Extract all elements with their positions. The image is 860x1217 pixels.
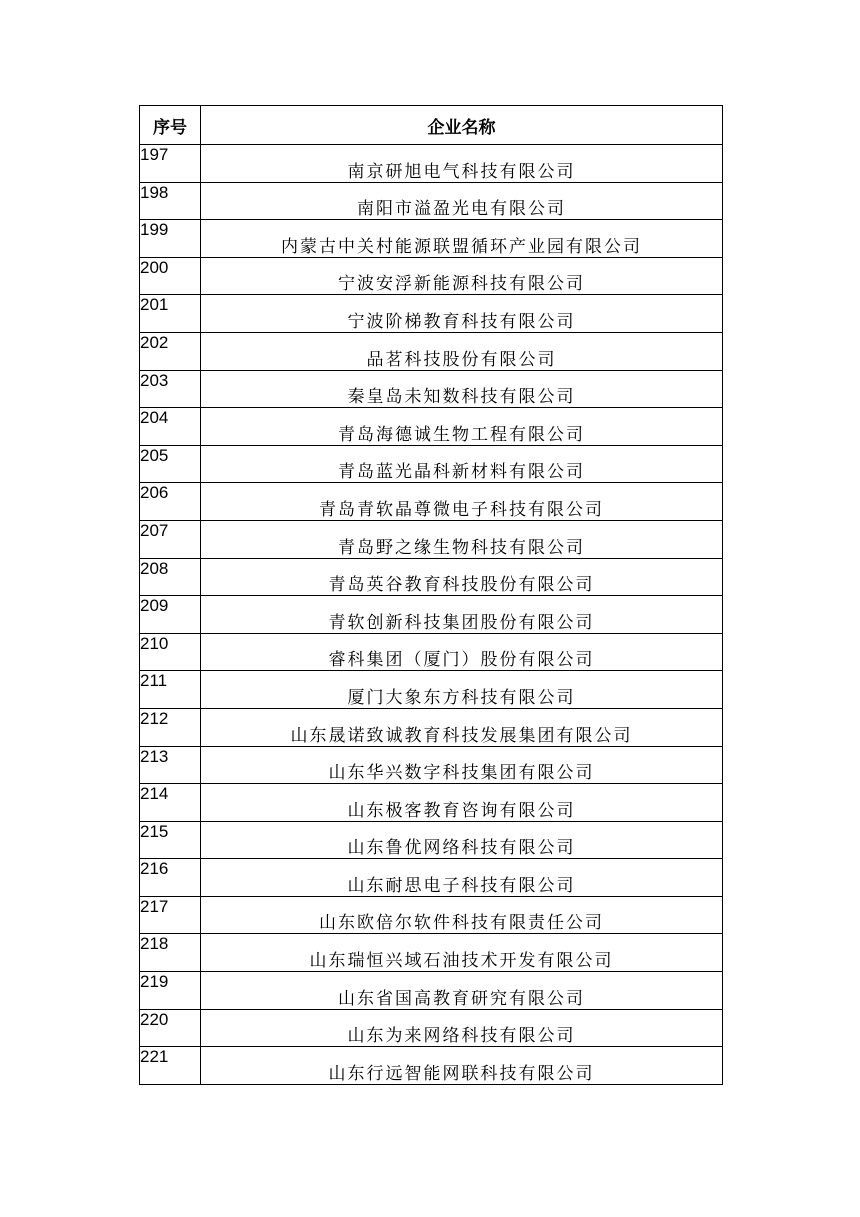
row-index: 210 bbox=[140, 633, 201, 671]
row-index: 197 bbox=[140, 145, 201, 183]
table-row bbox=[140, 596, 723, 634]
table-row bbox=[140, 295, 723, 333]
table-row bbox=[140, 220, 723, 258]
row-index: 203 bbox=[140, 370, 201, 408]
table-row bbox=[140, 520, 723, 558]
table-row bbox=[140, 445, 723, 483]
row-index: 198 bbox=[140, 182, 201, 220]
row-index: 202 bbox=[140, 332, 201, 370]
row-index: 208 bbox=[140, 558, 201, 596]
row-index: 200 bbox=[140, 257, 201, 295]
table-row bbox=[140, 257, 723, 295]
table-row bbox=[140, 370, 723, 408]
company-name: 山东华兴数字科技集团有限公司 bbox=[201, 746, 723, 784]
company-name: 青岛蓝光晶科新材料有限公司 bbox=[201, 445, 723, 483]
row-index: 204 bbox=[140, 408, 201, 446]
row-index: 206 bbox=[140, 483, 201, 521]
company-name: 青岛英谷教育科技股份有限公司 bbox=[201, 558, 723, 596]
company-name: 青岛野之缘生物科技有限公司 bbox=[201, 520, 723, 558]
company-name: 睿科集团（厦门）股份有限公司 bbox=[201, 633, 723, 671]
company-name: 山东极客教育咨询有限公司 bbox=[201, 784, 723, 822]
row-index: 219 bbox=[140, 972, 201, 1010]
company-name: 秦皇岛未知数科技有限公司 bbox=[201, 370, 723, 408]
table-row bbox=[140, 145, 723, 183]
row-index: 217 bbox=[140, 896, 201, 934]
table-row bbox=[140, 934, 723, 972]
table-row bbox=[140, 746, 723, 784]
company-name: 品茗科技股份有限公司 bbox=[201, 332, 723, 370]
company-name: 山东省国高教育研究有限公司 bbox=[201, 972, 723, 1010]
row-index: 220 bbox=[140, 1009, 201, 1047]
table-row bbox=[140, 182, 723, 220]
row-index: 216 bbox=[140, 859, 201, 897]
company-name: 宁波阶梯教育科技有限公司 bbox=[201, 295, 723, 333]
company-name: 青岛海德诚生物工程有限公司 bbox=[201, 408, 723, 446]
company-name: 宁波安浮新能源科技有限公司 bbox=[201, 257, 723, 295]
table-row bbox=[140, 821, 723, 859]
table-body bbox=[140, 145, 723, 1085]
row-index: 215 bbox=[140, 821, 201, 859]
header-index: 序号 bbox=[140, 106, 201, 145]
company-name: 南阳市溢盈光电有限公司 bbox=[201, 182, 723, 220]
table-row bbox=[140, 859, 723, 897]
company-name: 山东行远智能网联科技有限公司 bbox=[201, 1047, 723, 1085]
row-index: 205 bbox=[140, 445, 201, 483]
company-name: 厦门大象东方科技有限公司 bbox=[201, 671, 723, 709]
row-index: 214 bbox=[140, 784, 201, 822]
row-index: 199 bbox=[140, 220, 201, 258]
table-header-row bbox=[140, 106, 723, 145]
company-name: 内蒙古中关村能源联盟循环产业园有限公司 bbox=[201, 220, 723, 258]
row-index: 209 bbox=[140, 596, 201, 634]
company-name: 山东欧倍尔软件科技有限责任公司 bbox=[201, 896, 723, 934]
company-name: 青软创新科技集团股份有限公司 bbox=[201, 596, 723, 634]
table-row bbox=[140, 671, 723, 709]
row-index: 213 bbox=[140, 746, 201, 784]
company-name: 山东晟诺致诚教育科技发展集团有限公司 bbox=[201, 708, 723, 746]
row-index: 218 bbox=[140, 934, 201, 972]
table-row bbox=[140, 483, 723, 521]
company-name: 山东为来网络科技有限公司 bbox=[201, 1009, 723, 1047]
row-index: 201 bbox=[140, 295, 201, 333]
table-row bbox=[140, 558, 723, 596]
table-row bbox=[140, 896, 723, 934]
table-row bbox=[140, 708, 723, 746]
company-name: 山东鲁优网络科技有限公司 bbox=[201, 821, 723, 859]
table-row bbox=[140, 1047, 723, 1085]
table-row bbox=[140, 332, 723, 370]
company-name: 山东瑞恒兴域石油技术开发有限公司 bbox=[201, 934, 723, 972]
table-row bbox=[140, 408, 723, 446]
table-row bbox=[140, 784, 723, 822]
company-name: 山东耐思电子科技有限公司 bbox=[201, 859, 723, 897]
table-row bbox=[140, 1009, 723, 1047]
company-name: 青岛青软晶尊微电子科技有限公司 bbox=[201, 483, 723, 521]
table-row bbox=[140, 633, 723, 671]
table-row bbox=[140, 972, 723, 1010]
row-index: 207 bbox=[140, 520, 201, 558]
company-list-table bbox=[139, 105, 723, 1085]
company-name: 南京研旭电气科技有限公司 bbox=[201, 145, 723, 183]
header-company-name: 企业名称 bbox=[201, 106, 723, 145]
row-index: 212 bbox=[140, 708, 201, 746]
row-index: 211 bbox=[140, 671, 201, 709]
row-index: 221 bbox=[140, 1047, 201, 1085]
